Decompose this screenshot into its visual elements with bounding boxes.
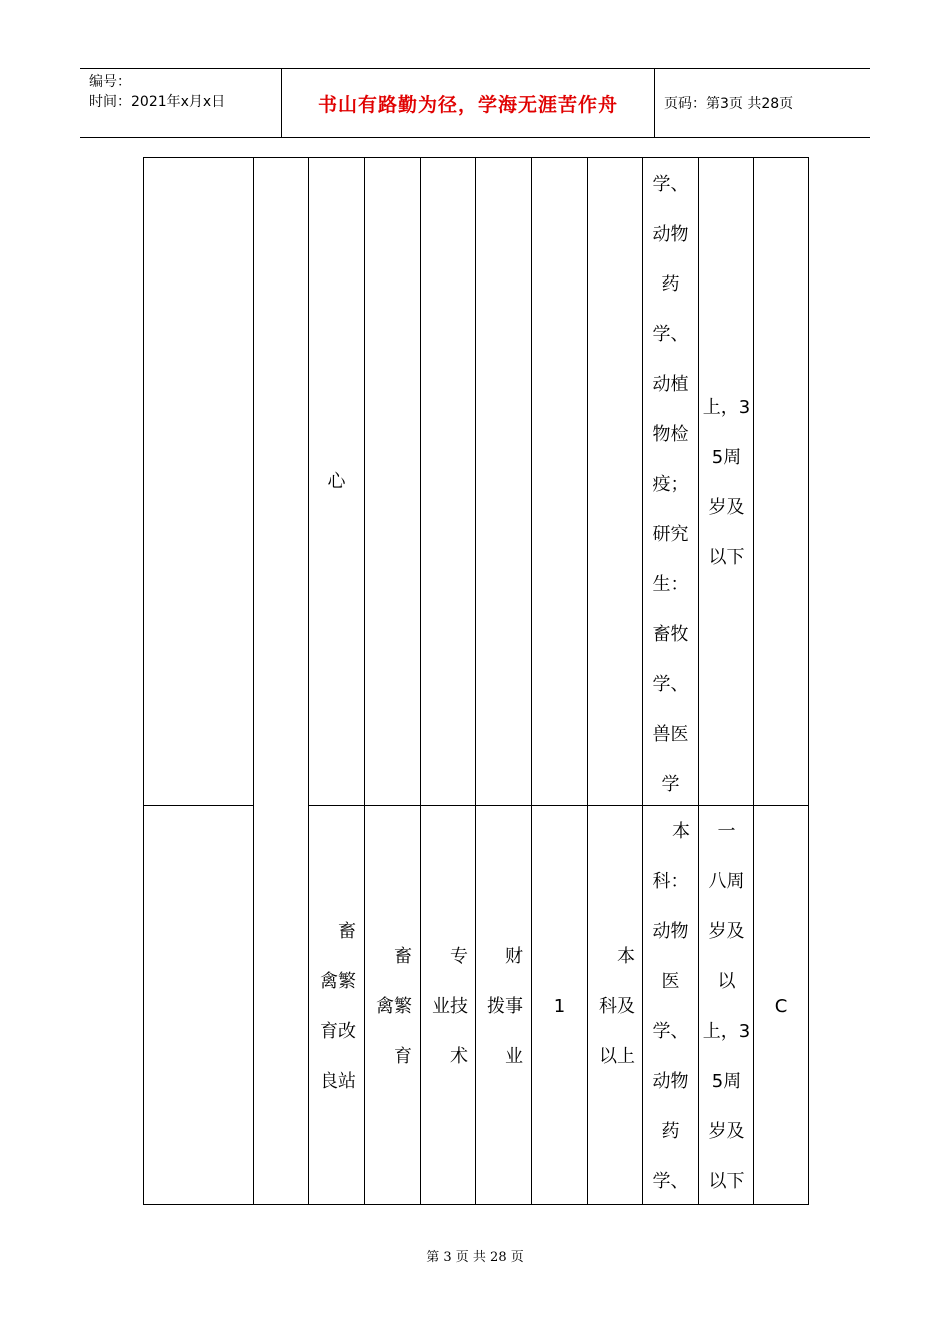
- age-cell: [699, 807, 754, 1207]
- cell-text: 畜: [394, 946, 412, 967]
- education-cell: [588, 932, 635, 1082]
- cell-text: 育: [394, 1046, 412, 1067]
- page-info: 页码：第3页 共28页: [664, 96, 794, 112]
- cell-text: 拨事: [487, 996, 523, 1017]
- cell-text: 生：: [652, 574, 689, 595]
- cell-text: 学、: [652, 324, 689, 345]
- cell-text: 动物: [652, 224, 689, 245]
- col-line: [531, 157, 532, 1205]
- cell-text: 科：: [652, 871, 689, 892]
- cell-text: 畜牧: [652, 624, 689, 645]
- category-cell: [421, 932, 468, 1082]
- cell-text: 本: [672, 821, 690, 842]
- requirements-cell: [643, 160, 698, 810]
- cell-text: 物检: [652, 424, 689, 445]
- cell-text: 上，3: [702, 397, 751, 418]
- cell-text: 禽繁: [376, 996, 412, 1017]
- requirements-cell: [643, 807, 698, 1207]
- col-line: [808, 157, 809, 1205]
- count-cell: [532, 982, 587, 1032]
- col-line: [253, 157, 254, 1205]
- unit-cell: [309, 907, 356, 1107]
- cell-text: 动物: [652, 1071, 689, 1092]
- cell-text: 学、: [652, 1021, 689, 1042]
- cell-text: 上，3: [702, 1021, 751, 1042]
- cell-text: 学、: [652, 674, 689, 695]
- cell-text: 医: [661, 971, 680, 992]
- cell-text: 以下: [708, 547, 745, 568]
- cell-text: 科及: [599, 996, 635, 1017]
- cell-text: 禽繁: [320, 971, 356, 992]
- level-cell: [754, 982, 808, 1032]
- position-cell: [365, 932, 412, 1082]
- cell-text: 八周: [708, 871, 745, 892]
- cell-text: 动物: [652, 921, 689, 942]
- row-divider: [143, 805, 253, 806]
- cell-text: 以: [717, 971, 736, 992]
- doc-time: 时间：2021年x月x日: [89, 94, 226, 110]
- funding-cell: [476, 932, 523, 1082]
- col-line: [143, 157, 144, 1205]
- unit-cell: [309, 457, 364, 507]
- cell-text: 药: [661, 1121, 680, 1142]
- header-page-cell: [655, 69, 870, 137]
- cell-text: 业: [505, 1046, 523, 1067]
- cell-text: 以上: [599, 1046, 635, 1067]
- doc-number: 编号：: [89, 74, 131, 90]
- header-meta: [80, 69, 282, 137]
- cell-text: 岁及: [708, 497, 745, 518]
- motto: 书山有路勤为径，学海无涯苦作舟: [317, 93, 618, 116]
- cell-text: 以下: [708, 1171, 745, 1192]
- row-divider: [308, 805, 809, 806]
- cell-text: 专: [450, 946, 468, 967]
- cell-text: 学、: [652, 1171, 689, 1192]
- cell-text: 本: [617, 946, 635, 967]
- recruitment-table: [143, 157, 809, 1205]
- page-footer: 第 3 页 共 28 页: [426, 1250, 524, 1265]
- cell-text: 兽医: [652, 724, 689, 745]
- cell-text: 疫；: [652, 474, 689, 495]
- cell-text: 1: [553, 996, 566, 1017]
- cell-text: 心: [327, 471, 346, 492]
- age-cell: [699, 383, 754, 583]
- cell-text: 岁及: [708, 1121, 745, 1142]
- cell-text: C: [774, 996, 788, 1017]
- cell-text: 一: [717, 821, 736, 842]
- cell-text: 动植: [652, 374, 689, 395]
- cell-text: 药: [661, 274, 680, 295]
- cell-text: 学: [661, 774, 680, 795]
- cell-text: 研究: [652, 524, 689, 545]
- cell-text: 育改: [320, 1021, 356, 1042]
- table-border-top: [143, 157, 809, 158]
- cell-text: 业技: [432, 996, 468, 1017]
- cell-text: 畜: [338, 921, 356, 942]
- cell-text: 5周: [711, 447, 742, 468]
- header-motto-cell: [282, 69, 655, 137]
- cell-text: 学、: [652, 174, 689, 195]
- cell-text: 5周: [711, 1071, 742, 1092]
- cell-text: 岁及: [708, 921, 745, 942]
- page-header: [80, 68, 870, 138]
- cell-text: 术: [450, 1046, 468, 1067]
- cell-text: 财: [505, 946, 523, 967]
- cell-text: 良站: [320, 1071, 356, 1092]
